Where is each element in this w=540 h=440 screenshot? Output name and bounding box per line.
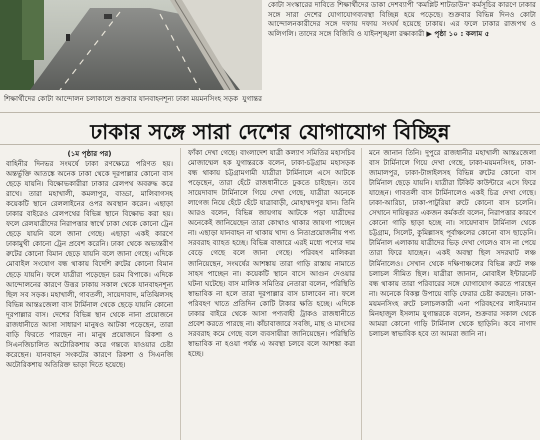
photo-caption — [4, 94, 262, 104]
news-photo — [0, 0, 262, 90]
photo-caption-text: শিক্ষার্থীদের কোটা আন্দোলন চলাকালে শুক্রবার যানবাহনশূন্য ঢাকা ময়মনসিংহ সড়ক — [4, 94, 239, 103]
photo-credit: যুগান্তর — [242, 94, 262, 103]
headline-divider — [0, 144, 540, 145]
top-story-body: কোটা সংস্কারের দাবিতে শিক্ষার্থীদের ডাকা দেশব্যাপী 'কমপ্লিট শাটডাউন' কর্মসূচির কারণে ঢাকার সঙ্গে সারা দেশের যোগাযোগব্যবস্থা বিচ্ছিন্ন হয়ে পড়েছে। শুক্রবার বিভিন্ন দিনও কোটা আন্দোলনকারীদের সঙ্গে দফায় দফায় সংঘর্ষ হয়েছে ঢাকায়। এর ফলে ঢাকার রাজপথ ও অলিগলি। তাদের সঙ্গে বিজিবি ও যাইনশৃঙ্খলা রক্ষাকারী — [268, 0, 536, 38]
article-body — [6, 148, 536, 440]
page-reference: ▶ পৃষ্ঠা ১০ : কলাম ৫ — [426, 28, 490, 38]
article-column-3 — [369, 148, 536, 440]
continued-from-label: (১ম পৃষ্ঠার পর) — [67, 149, 112, 158]
section-divider — [0, 112, 540, 113]
top-story-text — [268, 0, 536, 38]
article-headline: ঢাকার সঙ্গে সারা দেশের যোগাযোগ বিচ্ছিন্ন — [90, 119, 450, 144]
article-column-2 — [188, 148, 355, 440]
article-column-3-text: মনে জানান তিনি। দুপুরে রাজধানীর মহাখালী আন্তঃজেলা বাস টার্মিনালে গিয়ে দেখা গেছে, ঢাকা-ময়মনসিংহ, ঢাকা-জামালপুর, ঢাকা-টাঙ্গাইলসহ বিভিন্ন রুটের কোনো বাস টার্মিনাল ছেড়ে যায়নি। যাত্রীরা টিকিট কাউন্টারে এসে ফিরে যাচ্ছেন। গাবতলী বাস টার্মিনালেও একই চিত্র দেখা গেছে। ঢাকা-আরিচা, ঢাকা-পাটুরিয়া রুটে কোনো বাস চলেনি। সেখানে দায়িত্বরত একজন কর্মকর্তা বলেন, নিরাপত্তার কারণে কোনো গাড়ি ছাড়া হচ্ছে না। সায়েদাবাদ টার্মিনাল থেকে চট্টগ্রাম, সিলেট, কুমিল্লাসহ পূর্বাঞ্চলের কোনো বাস ছাড়েনি। টার্মিনাল এলাকায় যাত্রীদের ভিড় দেখা গেলেও বাস না পেয়ে তারা ফিরে যাচ্ছেন। একই অবস্থা ছিল সদরঘাট লঞ্চ টার্মিনালেও। সেখান থেকে দক্ষিণাঞ্চলের বিভিন্ন রুটে লঞ্চ চলাচল সীমিত ছিল। যাত্রীরা জানান, মোবাইল ইন্টারনেট বন্ধ থাকায় তারা পরিবারের সঙ্গে যোগাযোগ করতে পারছেন না। অনেকে বিকল্প উপায়ে বাড়ি ফেরার চেষ্টা করছেন। ঢাকা-ময়মনসিংহ রুটে চলাচলকারী এনা পরিবহণের লাইনম্যান মিনহাজুল ইসলাম যুগান্তরকে বলেন, শুক্রবার সকাল থেকে আমরা কোনো গাড়ি টার্মিনাল থেকে ছাড়িনি। কবে নাগাদ চলাচল স্বাভাবিক হবে তা আমরা জানি না। — [369, 148, 536, 338]
article-column-1-text: বাহিনীর দিনভর সংঘর্ষে ঢাকা রণক্ষেত্রে পরিণত হয়। অন্তর্ভুক্তি আতঙ্কে অনেক ঢাকা থেকে দূরপাল্লার কোনো বাস ছেড়ে যায়নি। বিক্ষোভকারীরা ঢাকার রেলপথ অবরুদ্ধ করে রাখে। তারা মহাখালী, কমলাপুর, বাড্ডা, মালিবাগসহ কয়েকটি স্থানে রেললাইনের ওপর অবস্থান করেন। এছাড়া ঢাকার বাইরেও রেলপথের বিভিন্ন স্থানে বিক্ষোভ করা হয়। ফলে রেলযাত্রীদের নিরাপত্তার স্বার্থে ঢাকা থেকে কোনো ট্রেন ছেড়ে যায়নি বলে জানা গেছে। এছাড়া একই কারণে ঢাকামুখী কোনো ট্রেন প্রবেশ করেনি। ঢাকা থেকে অভ্যন্তরীণ রুটের কোনো বিমান ছেড়ে যায়নি বলে জানা গেছে। এদিকে মোবাইল সংযোগ বন্ধ থাকায় বিদেশি রুটের কোনো বিমান ছেড়ে যায়নি। ফলে যাত্রীরা পড়েছেন চরম বিপাকে। এদিকে আন্দোলনের কারণে উত্তর ঢাকায় সকাল থেকে যানবাহনশূন্য ছিল সব সড়ক। মহাখালী, গাবতলী, সায়েদাবাদ, মতিঝিলসহ বিভিন্ন আন্তঃজেলা বাস টার্মিনাল থেকে ছেড়ে যায়নি কোনো দূরপাল্লার বাস। দেশের বিভিন্ন স্থান থেকে নানা প্রয়োজনে রাজধানীতে আসা সাধারণ মানুষও আটকা পড়েছেন, তারা বাড়ি ফিরতে পারছেন না। মানুষ প্রয়োজনে রিকশা ও সিএনজিচালিত অটোরিকশায় করে গন্তব্যে যাওয়ার চেষ্টা করেছেন। যানবাহন সংকটের কারণে রিকশা ও সিএনজি অটোরিকশায় অতিরিক্ত ভাড়া দিতে হয়েছে। — [6, 159, 173, 369]
article-column-2-text: ফাঁকা দেখা গেছে। বাংলাদেশ যাত্রী কল্যাণ সমিতির মহাসচিব মোজাম্মেল হক যুগান্তরকে বলেন, ঢাকা-চট্টগ্রাম মহাসড়ক বন্ধ থাকায় চট্টগ্রামগামী যাত্রীরা টার্মিনালে এসে আটকে পড়েছেন, তারা হেঁটে রাজধানীতে ঢুকতে চাইছেন। তবে সায়েদাবাদ টার্মিনালে গিয়ে দেখা গেছে, যাত্রীরা অনেকে লাগেজ নিয়ে হেঁটে হেঁটে যাত্রাবাড়ী, মোহাম্মদপুর যান। তিনি আরও বলেন, বিভিন্ন জায়গায় আটকে পড়া যাত্রীদের অনেকেই জানিয়েছেন তারা কোথাও থাকার জায়গা পাচ্ছেন না। এছাড়া যানবাহন না থাকায় খাদ্য ও নিত্যপ্রয়োজনীয় পণ্য সরবরাহ ব্যাহত হচ্ছে। বিভিন্ন বাজারে এরই মধ্যে পণ্যের দাম বেড়ে গেছে বলে জানা গেছে। পরিবহণ মালিকরা জানিয়েছেন, সংঘর্ষের আশঙ্কায় তারা গাড়ি রাস্তায় নামাতে সাহস পাচ্ছেন না। কয়েকটি স্থানে বাসে আগুন দেওয়ার ঘটনা ঘটেছে। বাস মালিক সমিতির নেতারা বলেন, পরিস্থিতি স্বাভাবিক না হলে তারা দূরপাল্লার বাস চালাবেন না। ফলে পরিবহণ খাতে প্রতিদিন কোটি টাকার ক্ষতি হচ্ছে। এদিকে ঢাকার বাইরে থেকে আসা পণ্যবাহী ট্রাকও রাজধানীতে প্রবেশ করতে পারছে না। কাঁচাবাজারে সবজি, মাছ ও মাংসের সরবরাহ কমে গেছে বলে ব্যবসায়ীরা জানিয়েছেন। পরিস্থিতি স্বাভাবিক না হওয়া পর্যন্ত এ অবস্থা চলবে বলে আশঙ্কা করা হচ্ছে। — [188, 148, 355, 358]
article-column-1 — [6, 148, 173, 440]
empty-road-photo — [0, 0, 262, 90]
